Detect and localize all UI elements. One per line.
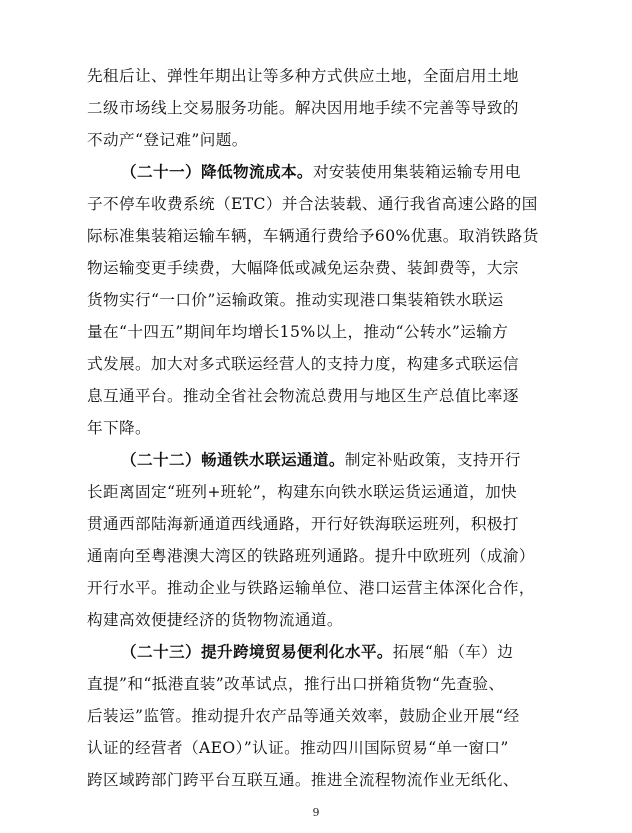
body-line: 子不停车收费系统（ETC）并合法装载、通行我省高速公路的国	[87, 195, 538, 213]
body-line: 不动产“登记难”问题。	[87, 131, 248, 149]
body-line	[121, 156, 547, 188]
body-line: 贯通西部陆海新通道西线通路，开行好铁海联运班列，积极打	[87, 515, 519, 533]
section-heading: （二十三）提升跨境贸易便利化水平。	[121, 642, 393, 661]
body-line: 物运输变更手续费，大幅降低或减免运杂费、装卸费等，大宗	[87, 259, 519, 277]
body-line	[121, 636, 547, 668]
body-line: 年下降。	[87, 419, 151, 437]
body-line	[121, 444, 547, 476]
page-number: 9	[312, 806, 320, 819]
body-text: 制定补贴政策，支持开行	[344, 451, 521, 469]
body-line: 跨区域跨部门跨平台互联互通。推进全流程物流作业无纸化、	[87, 771, 519, 789]
body-line: 长距离固定“班列+班轮”，构建东向铁水联运货运通道，加快	[87, 483, 518, 501]
body-line: 直提”和“抵港直装”改革试点，推行出口拼箱货物“先查验、	[87, 675, 505, 693]
body-text: 拓展“船（车）边	[392, 643, 514, 661]
section-heading: （二十二）畅通铁水联运通道。	[121, 450, 345, 469]
body-line: 式发展。加大对多式联运经营人的支持力度，构建多式联运信	[87, 355, 519, 373]
body-line: 二级市场线上交易服务功能。解决因用地手续不完善等导致的	[87, 99, 519, 117]
body-line: 货物实行“一口价”运输政策。推动实现港口集装箱铁水联运	[87, 291, 504, 309]
body-line: 后装运”监管。推动提升农产品等通关效率，鼓励企业开展“经	[87, 707, 520, 725]
body-line: 先租后让、弹性年期出让等多种方式供应土地，全面启用土地	[87, 67, 519, 85]
body-text: 对安装使用集装箱运输专用电	[312, 163, 521, 181]
body-line: 际标准集装箱运输车辆，车辆通行费给予60%优惠。取消铁路货	[87, 227, 539, 245]
body-line: 开行水平。推动企业与铁路运输单位、港口运营主体深化合作，	[87, 579, 535, 597]
body-line: 量在“十四五”期间年均增长15%以上，推动“公转水”运输方	[87, 323, 509, 341]
body-line: 构建高效便捷经济的货物物流通道。	[87, 611, 343, 629]
body-line: 认证的经营者（AEO）”认证。推动四川国际贸易“单一窗口”	[87, 739, 509, 757]
body-line: 通南向至粤港澳大湾区的铁路班列通路。提升中欧班列（成渝）	[87, 547, 535, 565]
body-line: 息互通平台。推动全省社会物流总费用与地区生产总值比率逐	[87, 387, 519, 405]
section-heading: （二十一）降低物流成本。	[121, 162, 313, 181]
